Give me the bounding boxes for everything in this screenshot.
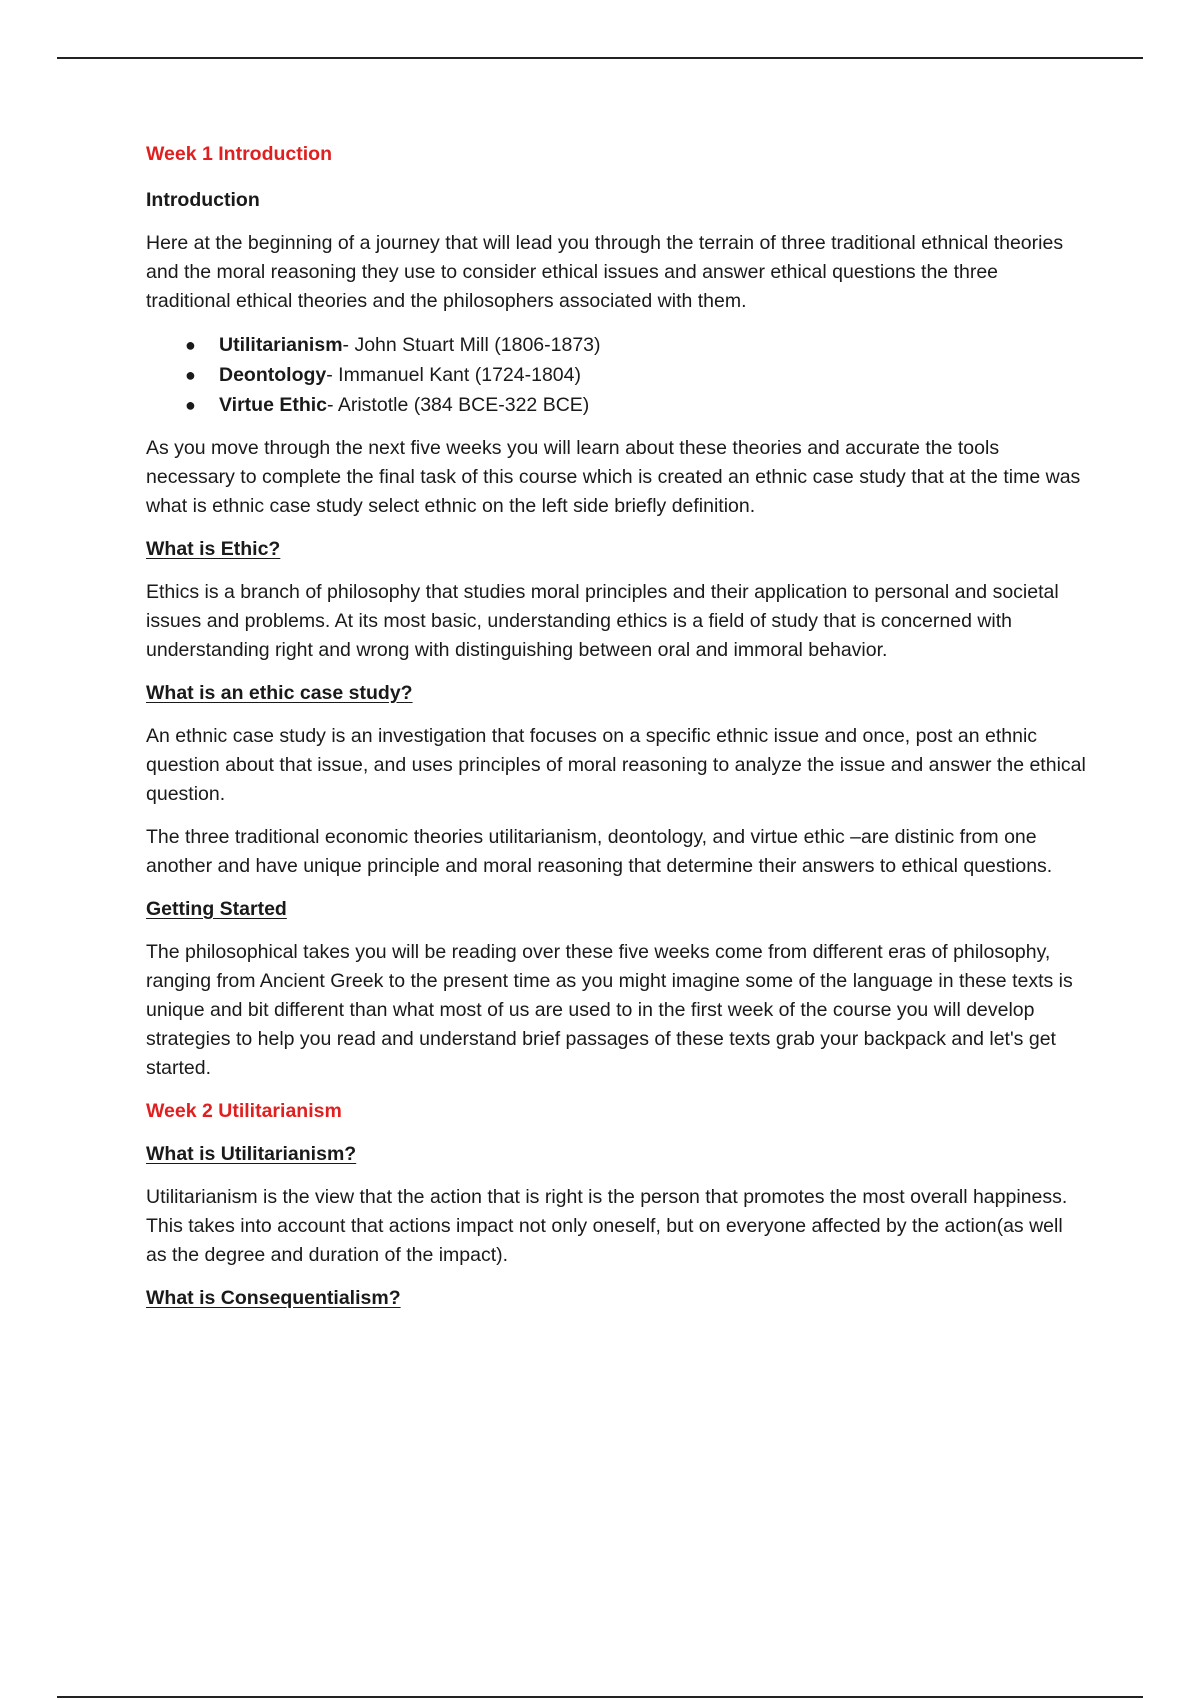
- theory-detail: - Immanuel Kant (1724-1804): [326, 364, 581, 386]
- list-item: [185, 360, 1086, 390]
- utilitarianism-heading: What is Utilitarianism?: [146, 1143, 357, 1165]
- theory-term: Deontology: [219, 364, 327, 386]
- getting-started-paragraph: The philosophical takes you will be reading over these five weeks come from different eras of philosophy, ranging from Ancient Greek to the present time as you might imagine some of the language in these texts is unique and bit different than what most of us are used to in the first week of the course you will develop strategies to help you read and understand brief passages of these texts grab your backpack and let's get started.: [146, 941, 1073, 1079]
- theory-detail: - Aristotle (384 BCE-322 BCE): [327, 394, 590, 416]
- consequentialism-heading: What is Consequentialism?: [146, 1287, 401, 1309]
- list-item: [185, 390, 1086, 420]
- bottom-rule: [57, 1696, 1143, 1698]
- theories-list: [146, 330, 1086, 420]
- theory-term: Virtue Ethic: [219, 394, 328, 416]
- weeks-overview-paragraph: As you move through the next five weeks you will learn about these theories and accurate the tools necessary to complete the final task of this course which is created an ethnic case study that at the time was what is ethnic case study select ethnic on the left side briefly definition.: [146, 437, 1081, 517]
- theory-term: Utilitarianism: [219, 334, 343, 356]
- bullet-icon: ●: [185, 395, 196, 415]
- bullet-icon: ●: [185, 335, 196, 355]
- what-is-ethic-heading: What is Ethic?: [146, 538, 281, 560]
- theory-detail: - John Stuart Mill (1806-1873): [342, 334, 601, 356]
- three-theories-paragraph: The three traditional economic theories utilitarianism, deontology, and virtue ethic –are distinic from one another and have unique principle and moral reasoning that determine their answers to ethical questions.: [146, 826, 1053, 877]
- document-body: [146, 140, 1086, 1327]
- case-study-paragraph: An ethnic case study is an investigation that focuses on a specific ethnic issue and once, post an ethnic question about that issue, and uses principles of moral reasoning to analyze the issue and answer the ethical question.: [146, 725, 1086, 805]
- week-1-title: Week 1 Introduction: [146, 143, 332, 165]
- ethic-case-study-heading: What is an ethic case study?: [146, 682, 413, 704]
- week-2-title: Week 2 Utilitarianism: [146, 1100, 342, 1122]
- top-rule: [57, 57, 1143, 59]
- introduction-heading: Introduction: [146, 189, 260, 211]
- utilitarianism-paragraph: Utilitarianism is the view that the action that is right is the person that promotes the most overall happiness. This takes into account that actions impact not only oneself, but on everyone affected by the action(as well as the degree and duration of the impact).: [146, 1186, 1068, 1266]
- ethic-definition-paragraph: Ethics is a branch of philosophy that studies moral principles and their application to personal and societal issues and problems. At its most basic, understanding ethics is a field of study that is concerned with understanding right and wrong with distinguishing between oral and immoral behavior.: [146, 581, 1059, 661]
- list-item: [185, 330, 1086, 360]
- bullet-icon: ●: [185, 365, 196, 385]
- introduction-paragraph: Here at the beginning of a journey that will lead you through the terrain of three traditional ethnical theories and the moral reasoning they use to consider ethical issues and answer ethical questions the three traditional ethical theories and the philosophers associated with them.: [146, 232, 1064, 312]
- getting-started-heading: Getting Started: [146, 898, 287, 920]
